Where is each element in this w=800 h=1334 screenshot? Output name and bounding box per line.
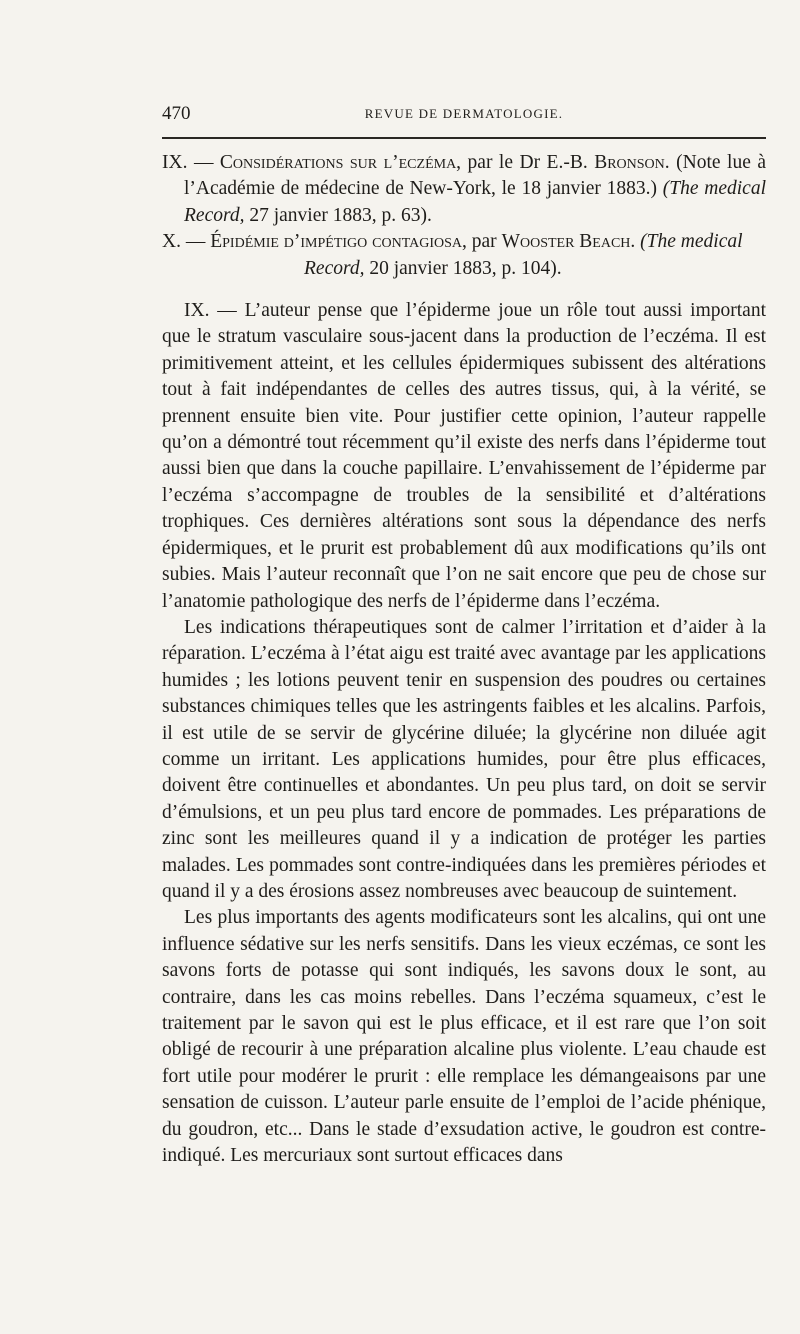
reference-number: IX.	[162, 152, 188, 173]
reference-note: (Note lue à l’Académie de médecine de New-York, le 18 janvier 1883.)	[184, 152, 766, 200]
reference-date: 20 janvier 1883, p. 104).	[369, 257, 562, 279]
reference-x: X. — Épidémie d’impétigo contagiosa, par Wooster Beach. (The medical Record, 20 janvier 1883, p. 104).	[162, 229, 766, 282]
running-head	[162, 103, 766, 129]
section-gap	[162, 282, 766, 298]
page-content	[162, 150, 766, 1169]
body-paragraph: Les plus importants des agents modificateurs sont les alcalins, qui ont une influence sédative sur les nerfs sensitifs. Dans les vieux eczémas, ce sont les savons forts de potasse qui sont indiqués, les savons doux le sont, au contraire, dans les cas moins rebelles. Dans l’eczéma squameux, c’est le traitement par le savon qui est le plus efficace, et il est rare que l’on soit obligé de recourir à une préparation alcaline plus violente. L’eau chaude est fort utile pour modérer le prurit : elle remplace les démangeaisons par une sensation de cuisson. L’auteur parle ensuite de l’emploi de l’acide phénique, du goudron, etc... Dans le stade d’exsudation active, le goudron est contre-indiqué. Les mercuriaux sont surtout efficaces dans	[162, 907, 766, 1167]
body-paragraph: Les indications thérapeutiques sont de calmer l’irritation et d’aider à la réparation. L’eczéma à l’état aigu est traité avec avantage par les applications humides ; les lotions peuvent tenir en suspension des poudres ou certaines substances chimiques telles que les astringents faibles et les alcalins. Parfois, il est utile de se servir de glycérine diluée; la glycérine non diluée agit comme un irritant. Les applications humides, pour être plus efficaces, doivent être continuelles et abondantes. Un peu plus tard, on doit se servir d’émulsions, et un peu plus tard encore de pommades. Les préparations de zinc sont les meilleures quand il y a indication de protéger les parties malades. Les pommades sont contre-indiquées dans les premières périodes et quand il y a des érosions assez nombreuses avec beaucoup de suintement.	[162, 616, 766, 902]
reference-title: Épidémie d’impétigo contagiosa,	[210, 231, 467, 253]
reference-number: X.	[162, 231, 181, 253]
header-rule	[162, 137, 766, 139]
reference-source: (The medical	[640, 231, 743, 253]
journal-title: REVUE DE DERMATOLOGIE.	[364, 106, 564, 121]
reference-date: 27 janvier 1883, p. 63).	[249, 204, 432, 226]
reference-ix: IX. — Considérations sur l’eczéma, par le Dr E.-B. Bronson. (Note lue à l’Académie de médecine de New-York, le 18 janvier 1883.) (The medical Record, 27 janvier 1883, p. 63).	[162, 152, 766, 226]
reference-author: Bronson.	[594, 152, 670, 173]
reference-source: (The medical Record,	[184, 178, 766, 226]
body-paragraph: IX. — L’auteur pense que l’épiderme joue un rôle tout aussi important que le stratum vasculaire sous-jacent dans la production de l’eczéma. Il est primitivement atteint, et les cellules épidermiques subissent des altérations tout à fait indépendantes de celles des autres tissus, qui, à la vérité, se prennent ensuite bien vite. Pour justifier cette opinion, l’auteur rappelle qu’on a démontré tout récemment qu’il existe des nerfs dans l’épiderme tout aussi bien que dans la couche papillaire. L’envahissement de l’épiderme par l’eczéma s’accompagne de troubles de la sensibilité et d’altérations trophiques. Ces dernières altérations sont sous la dépendance des nerfs épidermiques, et le prurit est probablement dû aux modifications qu’ils ont subies. Mais l’auteur reconnaît que l’on ne sait encore que peu de chose sur l’anatomie pathologique des nerfs de l’épiderme dans l’eczéma.	[162, 300, 766, 612]
page-number: 470	[162, 103, 191, 124]
reference-title: Considérations sur l’eczéma,	[219, 152, 462, 173]
reference-continuation: Record, 20 janvier 1883, p. 104).	[304, 257, 562, 279]
reference-author: Wooster Beach.	[501, 231, 636, 253]
